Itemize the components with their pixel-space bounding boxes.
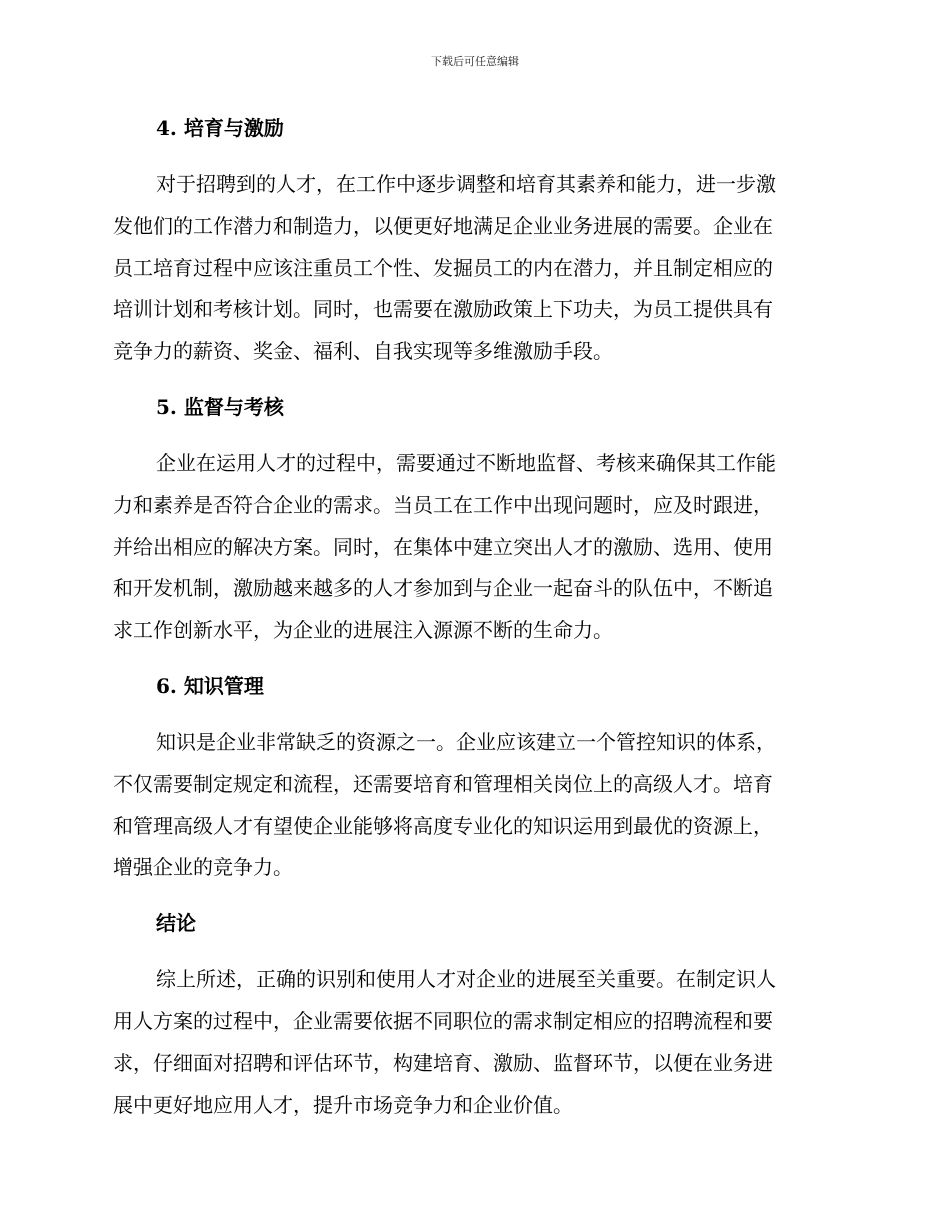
document-body	[113, 110, 833, 1126]
text-line: 员工培育过程中应该注重员工个性、发掘员工的内在潜力，并且制定相应的	[113, 255, 773, 280]
paragraph	[113, 164, 833, 373]
section-6	[113, 668, 833, 905]
text-line: 综上所述，正确的识别和使用人才对企业的进展至关重要。在制定识人	[156, 967, 776, 992]
text-line: 竞争力的薪资、奖金、福利、自我实现等多维激励手段。	[113, 339, 613, 364]
text-line: 和开发机制，激励越来越多的人才参加到与企业一起奋斗的队伍中，不断追	[113, 576, 773, 601]
text-line: 增强企业的竞争力。	[113, 855, 293, 880]
section-heading: 6. 知识管理	[156, 673, 264, 698]
page-header: 下载后可任意编辑	[431, 55, 519, 68]
section-heading: 4. 培育与激励	[156, 116, 284, 140]
section-conclusion	[113, 905, 833, 1126]
paragraph	[113, 722, 833, 889]
text-line: 对于招聘到的人才，在工作中逐步调整和培育其素养和能力，进一步激	[156, 172, 776, 196]
section-heading: 5. 监督与考核	[156, 394, 284, 419]
text-line: 发他们的工作潜力和制造力，以便更好地满足企业业务进展的需要。企业在	[113, 213, 773, 238]
text-line: 力和素养是否符合企业的需求。当员工在工作中出现问题时，应及时跟进，	[113, 492, 773, 517]
text-line: 求，仔细面对招聘和评估环节，构建培育、激励、监督环节，以便在业务进	[113, 1050, 773, 1075]
paragraph	[113, 443, 833, 652]
text-line: 并给出相应的解决方案。同时，在集体中建立突出人才的激励、选用、使用	[113, 534, 773, 559]
text-line: 不仅需要制定规定和流程，还需要培育和管理相关岗位上的高级人才。培育	[113, 771, 773, 796]
text-line: 和管理高级人才有望使企业能够将高度专业化的知识运用到最优的资源上，	[113, 813, 773, 838]
section-5	[113, 389, 833, 668]
section-4	[113, 110, 833, 389]
text-line: 培训计划和考核计划。同时，也需要在激励政策上下功夫，为员工提供具有	[113, 297, 773, 322]
section-heading: 结论	[156, 911, 196, 936]
text-line: 展中更好地应用人才，提升市场竞争力和企业价值。	[113, 1092, 573, 1117]
text-line: 知识是企业非常缺乏的资源之一。企业应该建立一个管控知识的体系，	[156, 729, 776, 754]
paragraph	[113, 959, 833, 1126]
text-line: 求工作创新水平，为企业的进展注入源源不断的生命力。	[113, 618, 613, 643]
text-line: 用人方案的过程中，企业需要依据不同职位的需求制定相应的招聘流程和要	[113, 1008, 773, 1033]
text-line: 企业在运用人才的过程中，需要通过不断地监督、考核来确保其工作能	[156, 450, 776, 475]
